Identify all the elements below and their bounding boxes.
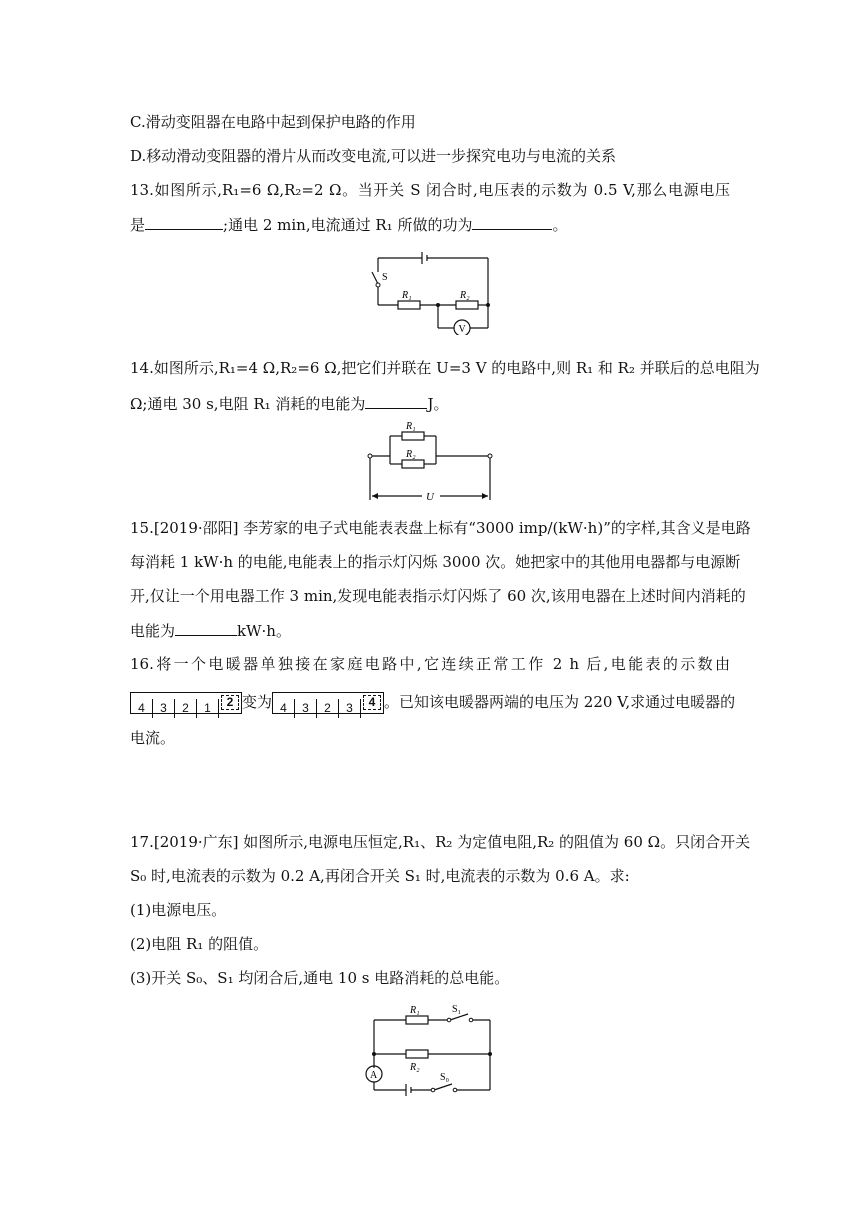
- voltmeter-label: V: [458, 324, 466, 335]
- q17-line1: 17.[2019·广东] 如图所示,电源电压恒定,R₁、R₂ 为定值电阻,R₂ 的阻值为 60 Ω。只闭合开关: [130, 833, 751, 851]
- q16-line2: 4 3 2 1 2 变为 4 3 2 3 4 。已知该电暖器两端的电压为 220 V,求通过电暖器的: [130, 690, 735, 714]
- meter-reading-after: 4 3 2 3 4: [272, 692, 384, 714]
- switch-label: S: [382, 272, 388, 283]
- r2-label: R₂: [460, 290, 470, 301]
- q16-line1: 16.将一个电暖器单独接在家庭电路中,它连续正常工作 2 h 后,电能表的示数由: [130, 655, 730, 673]
- q17-part1: (1)电源电压。: [130, 901, 227, 919]
- r1-label: R₁: [410, 1005, 420, 1016]
- voltage-label: U: [426, 491, 434, 503]
- meter-reading-before: 4 3 2 1 2: [130, 692, 242, 714]
- q16-line3: 电流。: [130, 729, 176, 747]
- q15-line2: 每消耗 1 kW·h 的电能,电能表上的指示灯闪烁 3000 次。她把家中的其他用电器都与电源断: [130, 553, 741, 571]
- r1-label: R₁: [402, 290, 412, 301]
- option-c: C.滑动变阻器在电路中起到保护电路的作用: [130, 113, 416, 131]
- r2-label: R₂: [406, 449, 416, 460]
- q14-circuit-diagram: [360, 420, 500, 505]
- r1-label: R₁: [406, 421, 416, 432]
- q17-circuit-diagram: [360, 1002, 500, 1097]
- ammeter-label: A: [370, 1070, 378, 1081]
- q17-part3: (3)开关 S₀、S₁ 均闭合后,通电 10 s 电路消耗的总电能。: [130, 969, 510, 987]
- q13-line1: 13.如图所示,R₁=6 Ω,R₂=2 Ω。当开关 S 闭合时,电压表的示数为 0.5 V,那么电源电压: [130, 181, 730, 199]
- answer-blank[interactable]: [145, 214, 223, 230]
- q13-circuit-diagram: [360, 250, 500, 335]
- answer-blank[interactable]: [472, 214, 552, 230]
- q17-part2: (2)电阻 R₁ 的阻值。: [130, 935, 269, 953]
- q17-line2: S₀ 时,电流表的示数为 0.2 A,再闭合开关 S₁ 时,电流表的示数为 0.6 A。求:: [130, 867, 630, 885]
- s1-label: S₁: [452, 1004, 462, 1015]
- q15-line1: 15.[2019·邵阳] 李芳家的电子式电能表表盘上标有“3000 imp/(kW·h)”的字样,其含义是电路: [130, 519, 751, 537]
- q14-line2: Ω;通电 30 s,电阻 R₁ 消耗的电能为 J。: [130, 395, 449, 413]
- option-d: D.移动滑动变阻器的滑片从而改变电流,可以进一步探究电功与电流的关系: [130, 147, 617, 165]
- q15-line3: 开,仅让一个用电器工作 3 min,发现电能表指示灯闪烁了 60 次,该用电器在上述时间内消耗的: [130, 587, 746, 605]
- q13-line2: 是 ;通电 2 min,电流通过 R₁ 所做的功为 。: [130, 216, 568, 234]
- q15-line4: 电能为 kW·h。: [130, 622, 291, 640]
- s0-label: S₀: [440, 1072, 450, 1083]
- answer-blank[interactable]: [365, 393, 427, 409]
- q14-line1: 14.如图所示,R₁=4 Ω,R₂=6 Ω,把它们并联在 U=3 V 的电路中,则 R₁ 和 R₂ 并联后的总电阻为: [130, 359, 760, 377]
- answer-blank[interactable]: [175, 620, 237, 636]
- r2-label: R₂: [410, 1062, 420, 1073]
